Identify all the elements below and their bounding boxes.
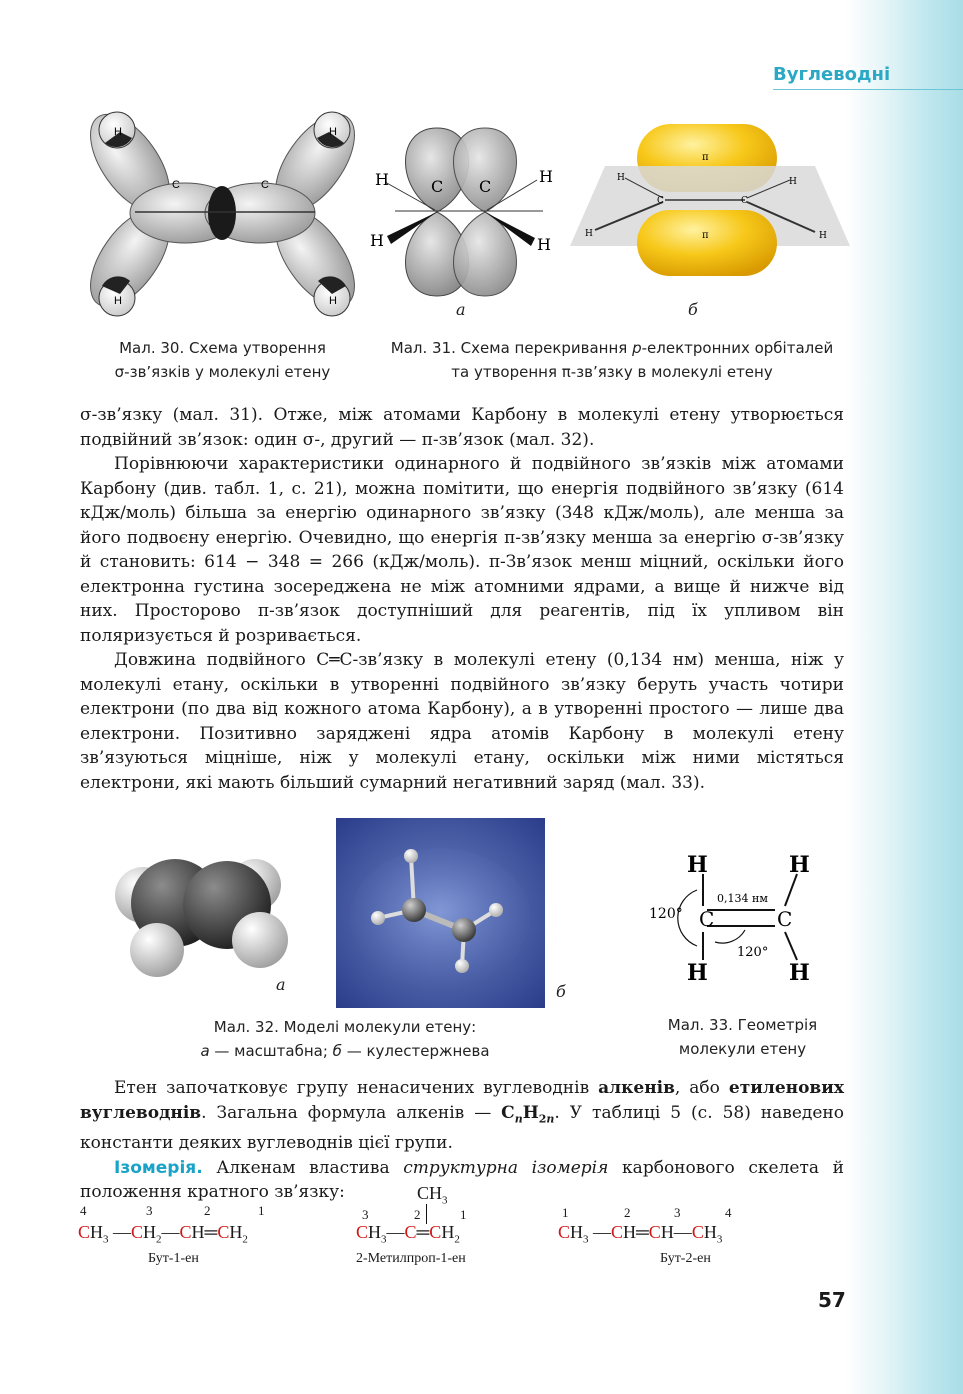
- fig32-caption-line2: а — масштабна; б — кулестержнева: [200, 1042, 490, 1060]
- fig31-caption-line2: та утворення π-зв’язку в молекулі етену: [451, 363, 773, 381]
- fig32-caption-line1: Мал. 32. Моделі молекули етену:: [213, 1018, 477, 1036]
- h-label: H: [585, 229, 593, 239]
- h-label: H: [687, 960, 708, 986]
- h-label: H: [329, 295, 337, 307]
- h-label: H: [329, 126, 337, 138]
- h-label: H: [375, 170, 389, 189]
- h-label: H: [819, 231, 827, 241]
- angle-label-2: 120°: [737, 945, 769, 960]
- paragraph-5: Ізомерія. Алкенам властива структурна ізомерія карбонового скелета й положення кратного зв’язку:: [80, 1157, 844, 1203]
- h-label: H: [539, 167, 553, 186]
- page-edge-gradient: [845, 0, 963, 1394]
- angle-label-1: 120°: [649, 906, 683, 922]
- h-label: H: [789, 177, 797, 187]
- formula-but-1-ene: $CH_3$ $—CH_2—CH═CH_2$: [78, 1222, 248, 1246]
- fig33-geometry-diagram: [645, 850, 825, 990]
- pi-label: π: [702, 152, 709, 163]
- fig33-caption-line2: молекули етену: [678, 1040, 807, 1058]
- c-label: C: [261, 179, 269, 191]
- paragraph-1: σ-зв’язку (мал. 31). Отже, між атомами Карбону в молекулі етену утворюється подвійний зв’язок: один σ-, другий — π-зв’язок (мал. 32).: [80, 405, 844, 450]
- fig31-caption: [378, 336, 846, 384]
- body-text-top: [80, 403, 844, 795]
- fig32-label-a: а: [276, 975, 286, 994]
- formula-but-2-ene: $CH_3$ $—CH═CH—CH_3$: [558, 1222, 723, 1246]
- running-title: Вуглеводні: [773, 64, 891, 85]
- c-label: C: [777, 907, 793, 931]
- running-title-rule: [773, 89, 963, 90]
- h-label: H: [687, 852, 708, 878]
- fig31-label-a: а: [456, 300, 466, 319]
- h-label: H: [370, 231, 384, 250]
- fig32-label-b: б: [556, 982, 566, 1001]
- branch-ch3: $CH_3$: [417, 1183, 448, 1207]
- fig31-caption-line1: Мал. 31. Схема перекривання p-електронних орбіталей: [390, 339, 834, 357]
- h-label: H: [789, 960, 810, 986]
- fig33-caption: [645, 1013, 840, 1061]
- c-label: C: [479, 177, 492, 196]
- h-label: H: [114, 126, 122, 138]
- fig31a-p-orbital-overlap: [365, 120, 560, 300]
- c-label: C: [699, 907, 715, 931]
- c-label: C: [741, 196, 748, 206]
- pi-label: π: [702, 230, 709, 241]
- formula-2-methylprop-1-ene: $CH_3—C═CH_2$: [356, 1222, 460, 1246]
- isomer-name: Бут-1-ен: [148, 1251, 199, 1266]
- paragraph-2: Порівнюючи характеристики одинарного й подвійного зв’язків між атомами Карбону (див. табл. 1, с. 21), можна помітити, що енергія подвійного зв’язку (614 кДж/моль) більша за енергію одинарного зв’язку (348 кДж/моль), але менша за його подвоєну енергію. Очевидно, що енергія π-зв’язку менша за енергію σ-зв’язку й становить: 614 − 348 = 266 (кДж/моль). π-Зв’язок менш міцний, оскільки його електронна густина зосереджена не між атомними ядрами, а вище й нижче від них. Просторово π-зв’язок доступніший для реагентів, під їх упливом він поляризується й розривається.: [80, 454, 844, 646]
- h-label: H: [114, 295, 122, 307]
- fig31-label-b: б: [688, 300, 698, 319]
- fig32-caption: [180, 1015, 510, 1063]
- bond-length-label: 0,134 нм: [717, 892, 768, 905]
- page-number: 57: [818, 1288, 846, 1312]
- fig30-caption-line1: Мал. 30. Схема утворення: [119, 339, 326, 357]
- isomer-name: Бут-2-ен: [660, 1251, 711, 1266]
- general-formula: $C_nH_{2n}$: [501, 1102, 555, 1125]
- fig32b-ball-and-stick-model: [336, 818, 545, 1008]
- h-label: H: [789, 852, 810, 878]
- fig30-sigma-bond-diagram: [80, 108, 365, 323]
- paragraph-4: Етен започатковує групу ненасичених вуглеводнів алкенів, або етиленових вуглеводнів. Загальна формула алкенів — $C_nH_{2n}$. У таблиці 5 (с. 58) наведено константи деяких вуглеводнів цієї групи.: [80, 1078, 844, 1154]
- fig31b-pi-bond-3d: [565, 118, 855, 293]
- body-text-bottom: [80, 1076, 844, 1205]
- paragraph-3: Довжина подвійного C═C-зв’язку в молекулі етену (0,134 нм) менша, ніж у молекулі етану, оскільки в утворенні подвійного зв’язку беруть участь чотири електрони (по два від кожного атома Карбону), а в утворенні простого — лише два електрони. Позитивно заряджені ядра атомів Карбону в молекулі етену зв’язуються міцніше, ніж у молекулі етану, оскільки між ними містяться електрони, які мають більший сумарний негативний заряд (мал. 33).: [80, 650, 844, 793]
- c-label: C: [431, 177, 444, 196]
- c-label: C: [657, 196, 664, 206]
- isomer-name: 2-Метилпроп-1-ен: [356, 1251, 466, 1266]
- c-label: C: [172, 179, 180, 191]
- fig30-caption: [80, 336, 365, 384]
- fig32a-space-filling-model: [105, 845, 295, 980]
- fig33-caption-line1: Мал. 33. Геометрія: [667, 1016, 818, 1034]
- h-label: H: [617, 173, 625, 183]
- branch-bond: [426, 1204, 427, 1224]
- fig30-caption-line2: σ-зв’язків у молекулі етену: [114, 363, 331, 381]
- h-label: H: [537, 235, 551, 254]
